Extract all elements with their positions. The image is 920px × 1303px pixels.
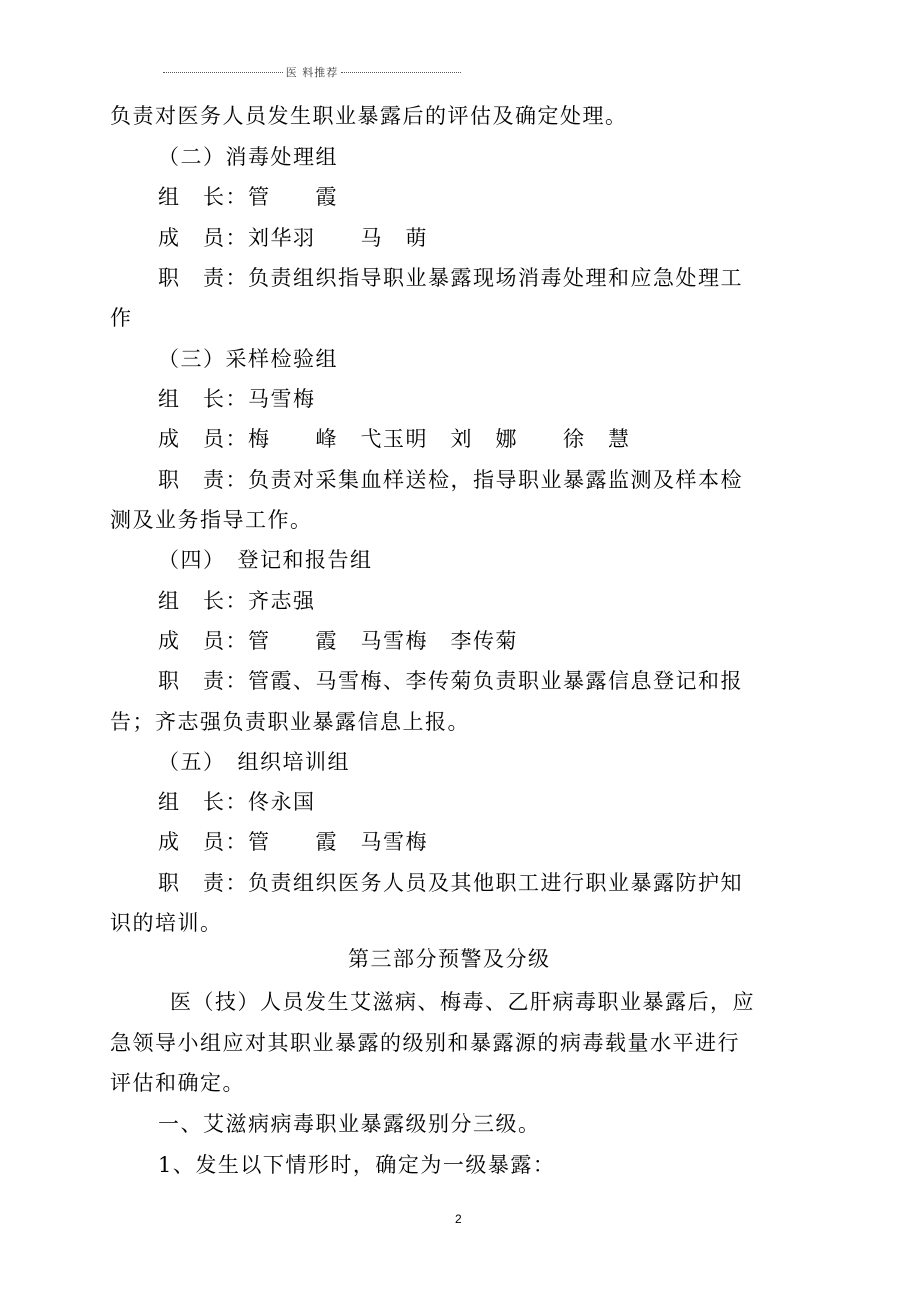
body-line: 职 责：负责对采集血样送检，指导职业暴露监测及样本检 <box>158 468 743 492</box>
body-line: 职 责：负责组织医务人员及其他职工进行职业暴露防护知 <box>158 871 743 895</box>
section-heading: （四） 登记和报告组 <box>158 548 373 572</box>
body-line: 职 责：负责组织指导职业暴露现场消毒处理和应急处理工 <box>158 266 743 290</box>
body-line: 识的培训。 <box>110 911 223 935</box>
body-line: 组 长：佟永国 <box>158 790 316 814</box>
body-line: 组 长：齐志强 <box>158 589 316 613</box>
body-line: 告；齐志强负责职业暴露信息上报。 <box>110 710 470 734</box>
body-line: 急领导小组应对其职业暴露的级别和暴露源的病毒载量水平进行 <box>110 1031 740 1055</box>
page-header <box>163 64 461 80</box>
page-number: 2 <box>455 1212 462 1226</box>
header-dotted-rule-right <box>341 72 461 73</box>
body-line: 1、发生以下情形时，确定为一级暴露： <box>158 1153 556 1177</box>
part-title: 第三部分预警及分级 <box>348 947 551 971</box>
header-text: 医 料推荐 <box>285 66 339 79</box>
body-line: 医（技）人员发生艾滋病、梅毒、乙肝病毒职业暴露后，应 <box>170 990 755 1014</box>
body-line: 组 长：马雪梅 <box>158 387 316 411</box>
section-heading: （三）采样检验组 <box>158 347 338 371</box>
body-line: 组 长：管 霞 <box>158 185 338 209</box>
body-line: 成 员：梅 峰 弋玉明 刘 娜 徐 慧 <box>158 427 631 451</box>
body-line: 成 员：刘华羽 马 萌 <box>158 226 428 250</box>
body-line: 一、艾滋病病毒职业暴露级别分三级。 <box>158 1112 541 1136</box>
header-dotted-rule-left <box>163 72 283 73</box>
body-line: 职 责：管霞、马雪梅、李传菊负责职业暴露信息登记和报 <box>158 669 743 693</box>
body-line: 测及业务指导工作。 <box>110 508 313 532</box>
body-line: 成 员：管 霞 马雪梅 <box>158 830 428 854</box>
section-heading: （五） 组织培训组 <box>158 750 350 774</box>
body-line: 负责对医务人员发生职业暴露后的评估及确定处理。 <box>110 104 628 128</box>
section-heading: （二）消毒处理组 <box>158 145 338 169</box>
body-line: 成 员：管 霞 马雪梅 李传菊 <box>158 629 518 653</box>
body-line: 作 <box>110 306 133 330</box>
body-line: 评估和确定。 <box>110 1071 245 1095</box>
